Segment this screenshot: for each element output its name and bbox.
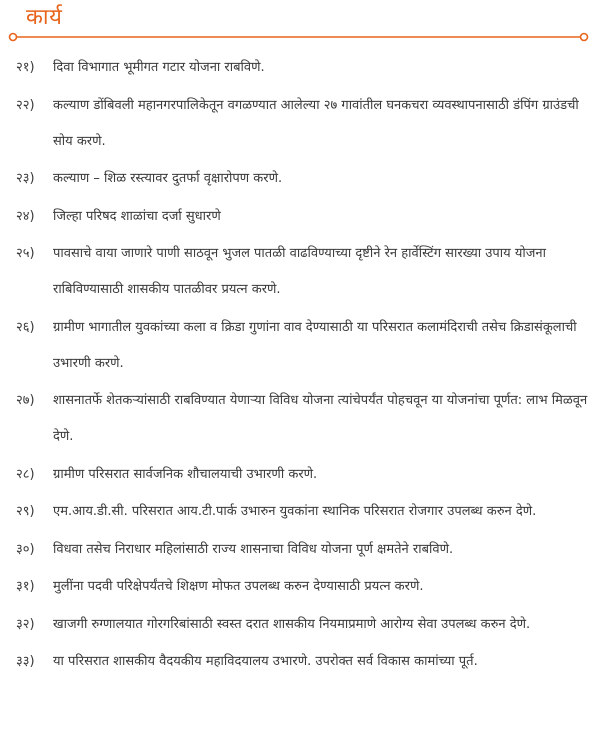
item-text: कल्याण डोंबिवली महानगरपालिकेतून वगळण्यात आलेल्या २७ गावांतील घनकचरा व्यवस्थापनासाठी डंपिंग ग्राउंडची सोय करणे. [53, 97, 579, 149]
item-number: ३२) [16, 616, 35, 632]
item-number: २२) [16, 97, 35, 113]
item-number: २८) [16, 466, 35, 482]
item-number: ३०) [16, 541, 35, 557]
list-item [0, 457, 607, 493]
item-number: २६) [16, 319, 35, 335]
item-number: २९) [16, 504, 35, 519]
list-item [0, 50, 607, 86]
item-number: ३३) [16, 654, 35, 669]
list-item [0, 607, 607, 643]
list-item [0, 88, 607, 160]
item-text: एम.आय.डी.सी. परिसरात आय.टी.पार्क उभारुन युवकांना स्थानिक परिसरात रोजगार उपलब्ध करुन देणे. [53, 504, 537, 519]
list-item [0, 161, 607, 197]
item-number: २५) [16, 246, 35, 261]
list-item [0, 569, 607, 605]
list-item [0, 383, 607, 455]
item-text: ग्रामीण भागातील युवकांच्या कला व क्रिडा गुणांना वाव देण्यासाठी या परिसरात कलामंदिराची तसेच क्रिडासंकूलाची उभारणी करणे. [53, 319, 577, 371]
item-number: २४) [16, 208, 35, 224]
item-text: कल्याण – शिळ रस्त्यावर दुतर्फा वृक्षारोपण करणे. [53, 171, 283, 186]
item-text: मुलींना पदवी परिक्षेपर्यंतचे शिक्षण मोफत उपलब्ध करुन देण्यासाठी प्रयत्न करणे. [53, 579, 424, 594]
list-item [0, 199, 607, 235]
list-item [0, 310, 607, 382]
item-text: दिवा विभागात भूमीगत गटार योजना राबविणे. [53, 60, 265, 75]
item-text: या परिसरात शासकीय वैदयकीय महाविदयालय उभारणे. उपरोक्त सर्व विकास कामांच्या पूर्त. [53, 654, 478, 669]
item-number: ३१) [16, 579, 35, 594]
list-item [0, 236, 607, 308]
divider-right-dot [581, 34, 588, 41]
item-number: २३) [16, 171, 35, 186]
section-heading: कार्य [26, 5, 63, 30]
list-item [0, 532, 607, 568]
list-item [0, 644, 607, 680]
item-number: २१) [16, 60, 35, 75]
item-text: शासनातर्फे शेतकऱ्यांसाठी राबविण्यात येणाऱ्या विविध योजना त्यांचेपर्यंत पोहचवून या योजनांचा पूर्णत: लाभ मिळवून देणे. [53, 393, 588, 444]
divider-left-dot [10, 34, 17, 41]
item-text: विधवा तसेच निराधार महिलांसाठी राज्य शासनाचा विविध योजना पूर्ण क्षमतेने राबविणे. [53, 541, 454, 557]
item-text: ग्रामीण परिसरात सार्वजनिक शौचालयाची उभारणी करणे. [53, 466, 318, 482]
item-number: २७) [16, 393, 35, 408]
task-list [0, 50, 607, 682]
item-text: पावसाचे वाया जाणारे पाणी साठवून भुजल पातळी वाढविण्याच्या दृष्टीने रेन हार्वेस्टिंग सारख्या उपाय योजना राबिविण्यासाठी शासकीय पातळीवर प्रयत्न करणे. [53, 246, 546, 297]
list-item [0, 494, 607, 530]
heading-divider [8, 31, 589, 43]
item-text: खाजगी रुग्णालयात गोरगरिबांसाठी स्वस्त दरात शासकीय नियमाप्रमाणे आरोग्य सेवा उपलब्ध करुन देणे. [53, 616, 531, 632]
item-text: जिल्हा परिषद शाळांचा दर्जा सुधारणे [53, 208, 221, 224]
